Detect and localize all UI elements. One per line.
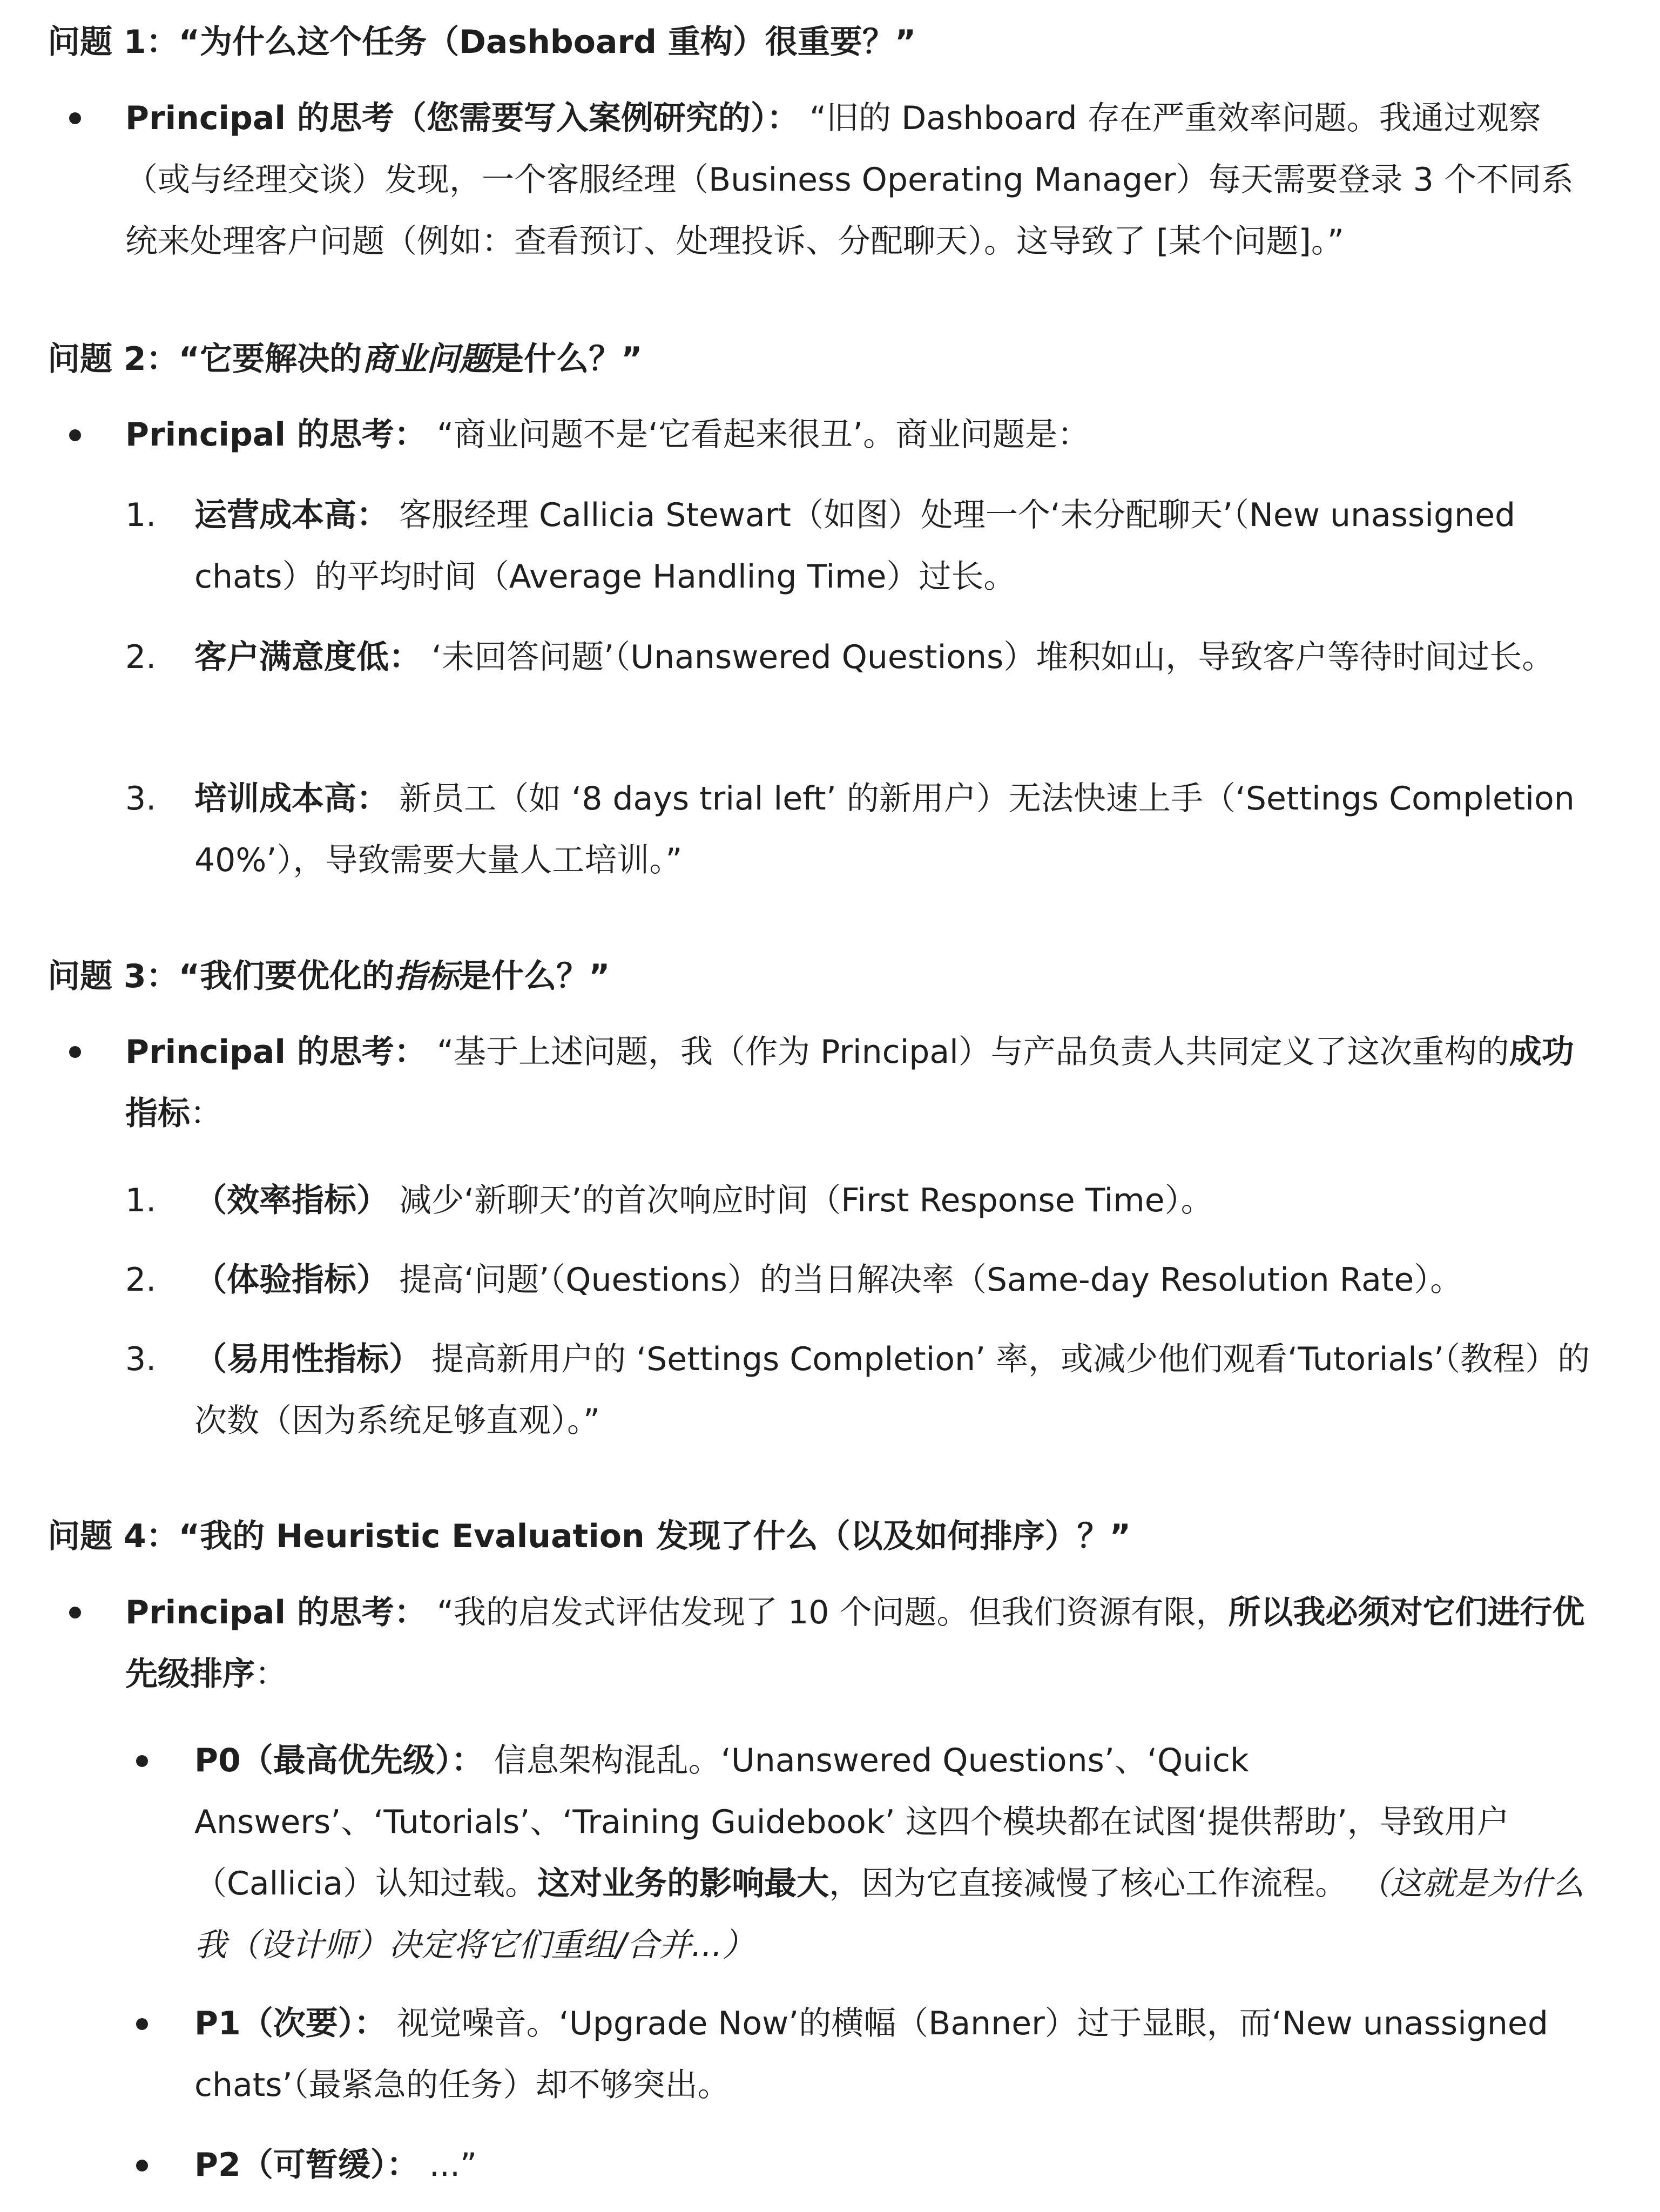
question-2-paragraph <box>125 404 1605 466</box>
list-number: 2. <box>125 1261 157 1299</box>
item-label: （易用性指标） <box>194 1340 421 1378</box>
item-label: P1（次要）： <box>194 2005 387 2042</box>
paragraph-text: “旧的 Dashboard 存在严重效率问题。我通过观察（或与经理交谈）发现，一个客服经理（Business Operating Manager）每天需要登录 3 个不同系统来处理客户问题（例如：查看预订、处理投诉、分配聊天）。这导致了 [某个问题]。” <box>125 99 1574 260</box>
item-label: P0（最高优先级）： <box>194 1742 484 1779</box>
item-label: （效率指标） <box>194 1182 389 1219</box>
priority-item-p1 <box>194 1993 1609 2116</box>
list-item <box>194 484 1609 608</box>
item-text: ...” <box>419 2146 477 2184</box>
list-item <box>194 1170 1609 1231</box>
item-label: 运营成本高： <box>194 496 389 534</box>
item-text: 信息架构混乱。‘Unanswered Questions’、‘Quick Answers’、‘Tutorials’、‘Training Guidebook’ 这四个模块都在试图‘提供帮助’，导致用户（Callicia）认知过载。 <box>194 1742 1509 1903</box>
bullet-icon <box>136 2160 148 2171</box>
question-4-heading: 问题 4：“我的 Heuristic Evaluation 发现了什么（以及如何排序）？” <box>48 1518 1131 1555</box>
list-item <box>194 626 1609 688</box>
paragraph-label: Principal 的思考： <box>125 1033 427 1071</box>
paragraph-label: Principal 的思考： <box>125 1594 427 1631</box>
heading-emphasis: 商业问题 <box>362 340 492 378</box>
list-number: 1. <box>125 496 157 534</box>
priority-item-p0 <box>194 1730 1609 1976</box>
question-4-paragraph <box>125 1582 1605 1705</box>
list-number: 3. <box>125 1340 157 1378</box>
item-text: 新员工（如 ‘8 days trial left’ 的新用户）无法快速上手（‘Settings Completion 40%’），导致需要大量人工培训。” <box>194 780 1575 879</box>
paragraph-label: Principal 的思考（您需要写入案例研究的）： <box>125 99 799 137</box>
item-italic-note: （这就是为什么我（设计师）决定将它们重组/合并...） <box>194 1865 1585 1964</box>
heading-emphasis: 指标 <box>394 957 460 995</box>
item-text: 提高‘问题’（Questions）的当日解决率（Same-day Resolution Rate）。 <box>389 1261 1463 1299</box>
item-text: 视觉噪音。‘Upgrade Now’的横幅（Banner）过于显眼，而‘New unassigned chats’（最紧急的任务）却不够突出。 <box>194 2005 1548 2104</box>
item-label: 培训成本高： <box>194 780 389 818</box>
item-label: （体验指标） <box>194 1261 389 1299</box>
question-1-paragraph <box>125 87 1605 272</box>
heading-text: 问题 2：“它要解决的 <box>48 340 362 378</box>
list-number: 1. <box>125 1182 157 1219</box>
list-item <box>194 768 1609 891</box>
question-2-heading <box>48 335 643 383</box>
bullet-icon <box>69 1607 81 1618</box>
paragraph-text: ： <box>190 1095 222 1132</box>
heading-text: 是什么？” <box>491 340 643 378</box>
item-text: 减少‘新聊天’的首次响应时间（First Response Time）。 <box>389 1182 1213 1219</box>
list-number: 3. <box>125 780 157 818</box>
item-text: ，因为它直接减慢了核心工作流程。 <box>829 1865 1358 1903</box>
item-label: 客户满意度低： <box>194 638 421 676</box>
bullet-icon <box>136 2018 148 2030</box>
priority-item-p2 <box>194 2134 1609 2196</box>
question-3-heading <box>48 952 610 1001</box>
paragraph-text: “商业问题不是‘它看起来很丑’。商业问题是： <box>426 416 1090 454</box>
list-number: 2. <box>125 638 157 676</box>
paragraph-bold: 成功指标 <box>125 1033 1574 1132</box>
bullet-icon <box>69 1046 81 1058</box>
item-label: P2（可暂缓）： <box>194 2146 419 2184</box>
paragraph-text: “基于上述问题，我（作为 Principal）与产品负责人共同定义了这次重构的 <box>426 1033 1509 1071</box>
item-text: 提高新用户的 ‘Settings Completion’ 率，或减少他们观看‘Tutorials’（教程）的次数（因为系统足够直观）。” <box>194 1340 1590 1440</box>
question-1-heading: 问题 1：“为什么这个任务（Dashboard 重构）很重要？” <box>48 23 916 61</box>
bullet-icon <box>69 429 81 441</box>
item-bold: 这对业务的影响最大 <box>537 1865 829 1903</box>
heading-text: 问题 3：“我们要优化的 <box>48 957 395 995</box>
heading-text: 是什么？” <box>459 957 610 995</box>
paragraph-text: ： <box>255 1655 287 1693</box>
bullet-icon <box>69 112 81 124</box>
list-item <box>194 1328 1609 1452</box>
paragraph-label: Principal 的思考： <box>125 416 427 454</box>
item-text: ‘未回答问题’（Unanswered Questions）堆积如山，导致客户等待时间过长。 <box>421 638 1555 676</box>
bullet-icon <box>136 1755 148 1767</box>
item-text: 客服经理 Callicia Stewart（如图）处理一个‘未分配聊天’（New unassigned chats）的平均时间（Average Handling Time）过长。 <box>194 496 1516 596</box>
list-item <box>194 1249 1609 1311</box>
question-3-paragraph <box>125 1021 1605 1144</box>
paragraph-bold: 所以我必须对它们进行优先级排序 <box>125 1594 1585 1693</box>
paragraph-text: “我的启发式评估发现了 10 个问题。但我们资源有限， <box>426 1594 1229 1631</box>
